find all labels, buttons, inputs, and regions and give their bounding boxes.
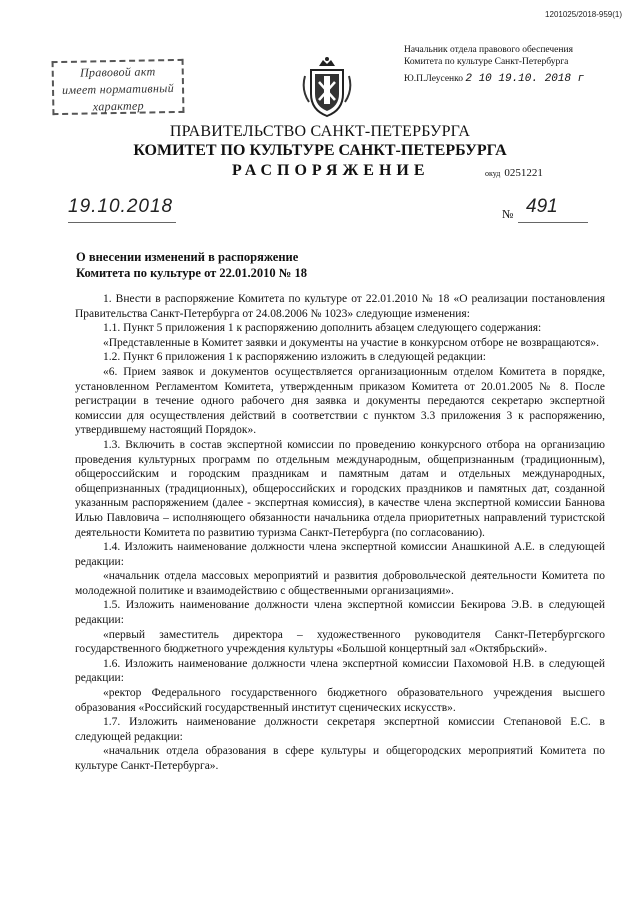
paragraph: 1.6. Изложить наименование должности члена экспертной комиссии Пахомовой Н.В. в следующей редакции: <box>75 657 605 685</box>
okud-label: окуд <box>485 169 501 178</box>
paragraph: «Представленные в Комитет заявки и документы на участие в конкурсном отборе не возвращаются». <box>103 336 600 349</box>
paragraph: «первый заместитель директора – художественного руководителя Санкт-Петербургского государственного бюджетного учреждения культуры «Большой концертный зал «Октябрьский». <box>75 628 605 656</box>
paragraph: «начальник отдела образования в сфере культуры и общегородских мероприятий Комитета по культуре Санкт-Петербурга». <box>75 745 605 772</box>
approval-signature-date: 2 10 19.10. 2018 г <box>465 73 585 85</box>
stamp-line-3: характер <box>92 98 144 114</box>
document-date: 19.10.2018 <box>68 196 174 217</box>
document-id: 1201025/2018-959(1) <box>545 10 622 19</box>
document-body <box>75 292 605 774</box>
okud-value: 0251221 <box>504 167 543 179</box>
okud-code <box>485 167 543 179</box>
paragraph: 1. Внести в распоряжение Комитета по культуре от 22.01.2010 № 18 «О реализации постановления Правительства Санкт-Петербурга от 24.08.2006 № 1023» следующие изменения: <box>75 293 605 320</box>
normative-act-stamp <box>52 59 185 115</box>
paragraph: 1.3. Включить в состав экспертной комиссии по проведению конкурсного отбора на организацию проведения культурных программ по отдельным международным, общепризнанным (традиционным), общероссийским и городским праздникам и памятным датам и отдельных международных, общепризнанных (традиционных), общероссийских и городских праздников и памятных дат, созданной указанным распоряжением (далее - экспертная комиссия), в качестве члена экспертной комиссии Баннова Илью Павловича – исполняющего обязанности начальника отдела приоритетных направлений туристской деятельности Комитета по развитию туризма Санкт-Петербурга (по согласованию). <box>75 438 605 539</box>
paragraph: 1.4. Изложить наименование должности члена экспертной комиссии Анашкиной А.Е. в следующей редакции: <box>75 541 605 568</box>
coat-of-arms-icon <box>301 56 353 120</box>
paragraph: 1.2. Пункт 6 приложения 1 к распоряжению изложить в следующей редакции: <box>103 351 486 364</box>
subject-line-1: О внесении изменений в распоряжение <box>76 250 299 264</box>
approval-line-1: Начальник отдела правового обеспечения <box>404 45 573 55</box>
paragraph: 1.7. Изложить наименование должности секретаря экспертной комиссии Степановой Е.С. в следующей редакции: <box>75 716 605 743</box>
date-underline <box>68 222 176 223</box>
committee-title: КОМИТЕТ ПО КУЛЬТУРЕ САНКТ-ПЕТЕРБУРГА <box>133 142 507 159</box>
stamp-line-2: имеет нормативный <box>61 81 175 97</box>
approval-block <box>404 44 614 85</box>
paragraph: 1.1. Пункт 5 приложения 1 к распоряжению дополнить абзацем следующего содержания: <box>103 322 542 335</box>
document-subject <box>76 249 307 281</box>
document-type: РАСПОРЯЖЕНИЕ <box>232 162 430 179</box>
government-title: ПРАВИТЕЛЬСТВО САНКТ-ПЕТЕРБУРГА <box>169 123 471 140</box>
number-underline <box>518 222 588 223</box>
stamp-line-1: Правовой акт <box>79 64 156 80</box>
document-number: 491 <box>526 196 558 217</box>
approval-line-2: Комитета по культуре Санкт-Петербурга <box>404 57 569 67</box>
paragraph: «ректор Федерального государственного бюджетного образовательного учреждения высшего образования «Российский государственный институт сценических искусств». <box>75 687 605 714</box>
paragraph: «начальник отдела массовых мероприятий и развития добровольческой деятельности Комитета по молодежной политике и взаимодействию с общественными организациями». <box>75 570 605 597</box>
subject-line-2: Комитета по культуре от 22.01.2010 № 18 <box>76 266 307 280</box>
paragraph: «6. Прием заявок и документов осуществляется организационным отделом Комитета в порядке, установленном Регламентом Комитета, утвержденным приказом Комитета от 20.01.2005 № 8. После регистрации в течение одного рабочего дня заявка и документы передаются секретарю экспертной комиссии для осуществления действий в соответствии с пунктом 3.3 приложения 3 к распоряжению, утвердившему настоящий Порядок». <box>75 365 605 437</box>
number-label: № <box>502 207 514 221</box>
paragraph: 1.5. Изложить наименование должности члена экспертной комиссии Бекирова Э.В. в следующей редакции: <box>75 599 605 627</box>
approval-signer: Ю.П.Леусенко <box>404 74 463 84</box>
